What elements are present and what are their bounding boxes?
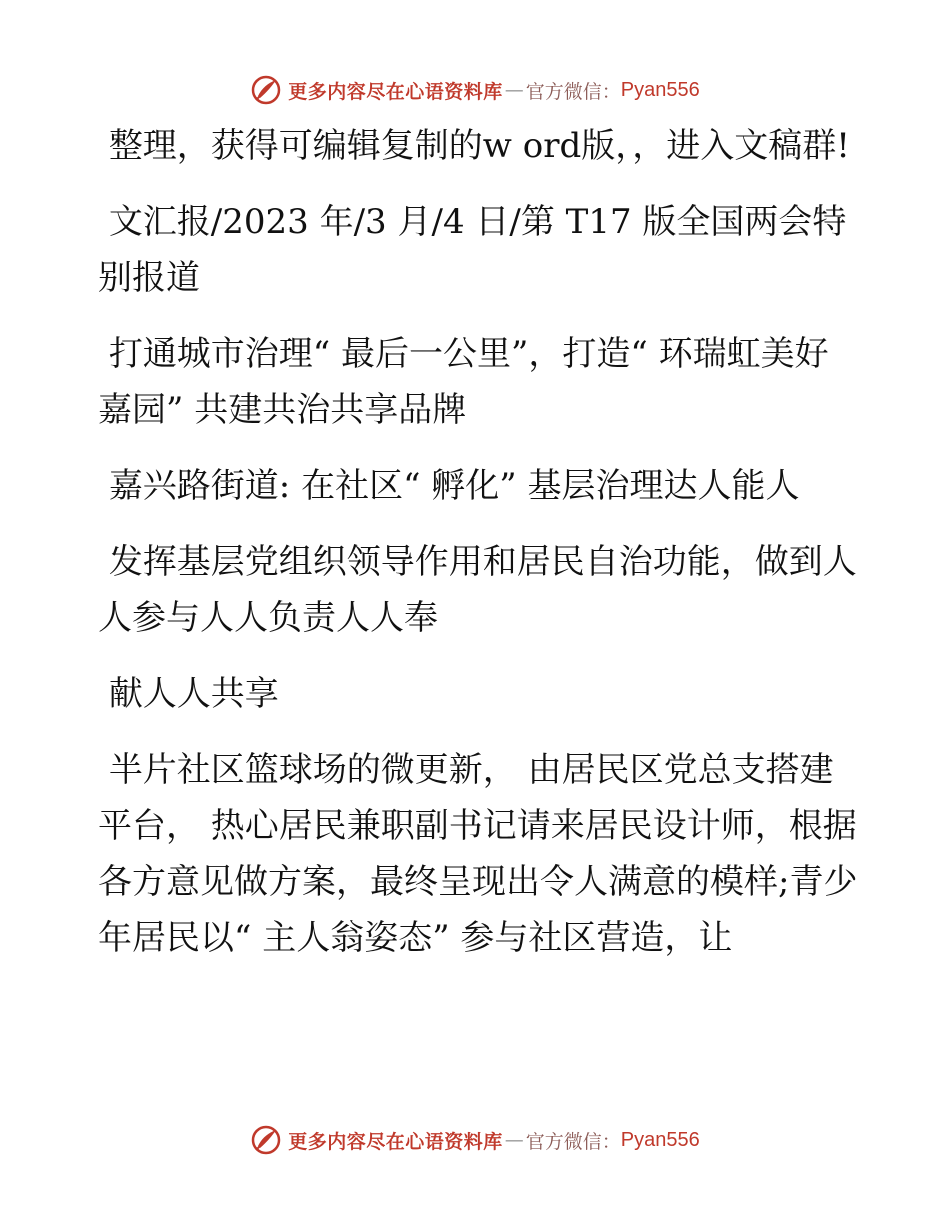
paragraph-3: 打通城市治理“ 最后一公里”，打造“ 环瑞虹美好嘉园” 共建共治共享品牌 — [98, 334, 829, 430]
banner-wechat-id: Pyan556 — [620, 1128, 700, 1151]
paragraph-5: 发挥基层党组织领导作用和居民自治功能，做到人人参与人人负责人人奉 — [98, 542, 857, 638]
paragraph-7: 半片社区篮球场的微更新， 由居民区党总支搭建平台， 热心居民兼职副书记请来居民设计师，根据各方意见做方案，最终呈现出令人满意的模样;青少年居民以“ 主人翁姿态” 参与社区营造，让 — [98, 750, 858, 958]
paragraph-1: 整理，获得可编辑复制的w ord版，，进入文稿群! — [98, 126, 850, 166]
banner-site-text: 更多内容尽在心语资料库 — [288, 1130, 503, 1153]
header-watermark-banner — [0, 70, 950, 110]
paragraph-2: 文汇报/2023 年/3 月/4 日/第 T17 版全国两会特别报道 — [98, 202, 847, 298]
banner-contact-label: 官方微信： — [525, 1130, 621, 1153]
quill-logo-icon — [250, 1124, 282, 1156]
banner-dash: — — [504, 1129, 524, 1151]
banner-wechat-id: Pyan556 — [620, 78, 700, 101]
document-body — [98, 118, 858, 986]
paragraph-4: 嘉兴路街道: 在社区“ 孵化” 基层治理达人能人 — [98, 466, 800, 506]
banner-dash: — — [504, 79, 524, 101]
paragraph-6: 献人人共享 — [98, 674, 279, 714]
quill-logo-icon — [250, 74, 282, 106]
banner-site-text: 更多内容尽在心语资料库 — [288, 80, 503, 103]
banner-contact-label: 官方微信： — [525, 80, 621, 103]
footer-watermark-banner — [0, 1120, 950, 1160]
